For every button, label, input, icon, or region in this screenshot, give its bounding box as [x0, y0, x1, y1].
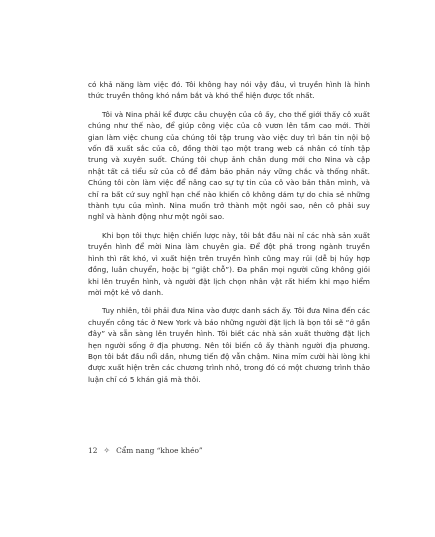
running-title: Cẩm nang “khoe khéo”: [116, 446, 203, 455]
paragraph-1: có khả năng làm việc đó. Tôi không hay nói vậy đâu, vì truyền hình là hình thức truyền thông khó nắm bắt và khó thể hiện được tốt nhất.: [88, 80, 370, 101]
page-footer: [88, 446, 203, 455]
page-number: 12: [88, 446, 98, 455]
paragraph-4: Tuy nhiên, tôi phải đưa Nina vào được danh sách ấy. Tôi đưa Nina đến các chuyến công tác ở New York và báo những người đặt lịch là bọn tôi sẽ “ở gần đây” và sẵn sàng lên truyền hình. Tôi biết các nhà sản xuất thường đặt lịch hẹn người sống ở địa phương. Nên tôi biến cô ấy thành người địa phương. Bọn tôi bắt đầu nổi dần, nhưng tiến độ vẫn chậm. Nina mỉm cười hài lòng khi được xuất hiện trên các chương trình nhỏ, trong đó có một chương trình thảo luận chỉ có 5 khán giả mà thôi.: [88, 306, 370, 384]
page-body: [88, 79, 370, 385]
paragraph-2: Tôi và Nina phải kể được câu chuyện của cô ấy, cho thế giới thấy cô xuất chúng như thế nào, để giúp công việc của cô vươn lên tầm cao mới. Thời gian làm việc chung của chúng tôi tập trung vào việc duy trì bản tin nội bộ vốn đã xuất sắc của cô, đồng thời tạo một trang web cá nhân có tính tập trung và xuyên suốt. Chúng tôi chụp ảnh chân dung mới cho Nina và cập nhật tất cả tiểu sử của cô để đảm bảo phản náy vững chắc và thống nhất. Chúng tôi còn làm việc để nâng cao sự tự tin của cô vào bản thân mình, và chỉ ra bất cứ suy nghĩ hạn chế nào khiến cô không dám tự do chia sẻ những thành tựu của mình. Nina muốn trở thành một ngôi sao, nên cô phải suy nghĩ và hành động như một ngôi sao.: [88, 109, 370, 222]
diamond-star-icon: ✧: [103, 445, 111, 455]
paragraph-3: Khi bọn tôi thực hiện chiến lược này, tôi bắt đầu nài nỉ các nhà sản xuất truyền hình để mời Nina làm chuyên gia. Để đột phá trong ngành truyền hình thì rất khó, vì xuất hiện trên truyền hình cũng may rủi (dễ bị hủy hợp đồng, luân chuyển, hoặc bị “giật chỗ”). Đa phần mọi người cũng không giỏi khi lên truyền hình, và người đặt lịch chọn nhân vật rất hiếm khi mạo hiểm mời một kẻ vô danh.: [88, 230, 370, 297]
